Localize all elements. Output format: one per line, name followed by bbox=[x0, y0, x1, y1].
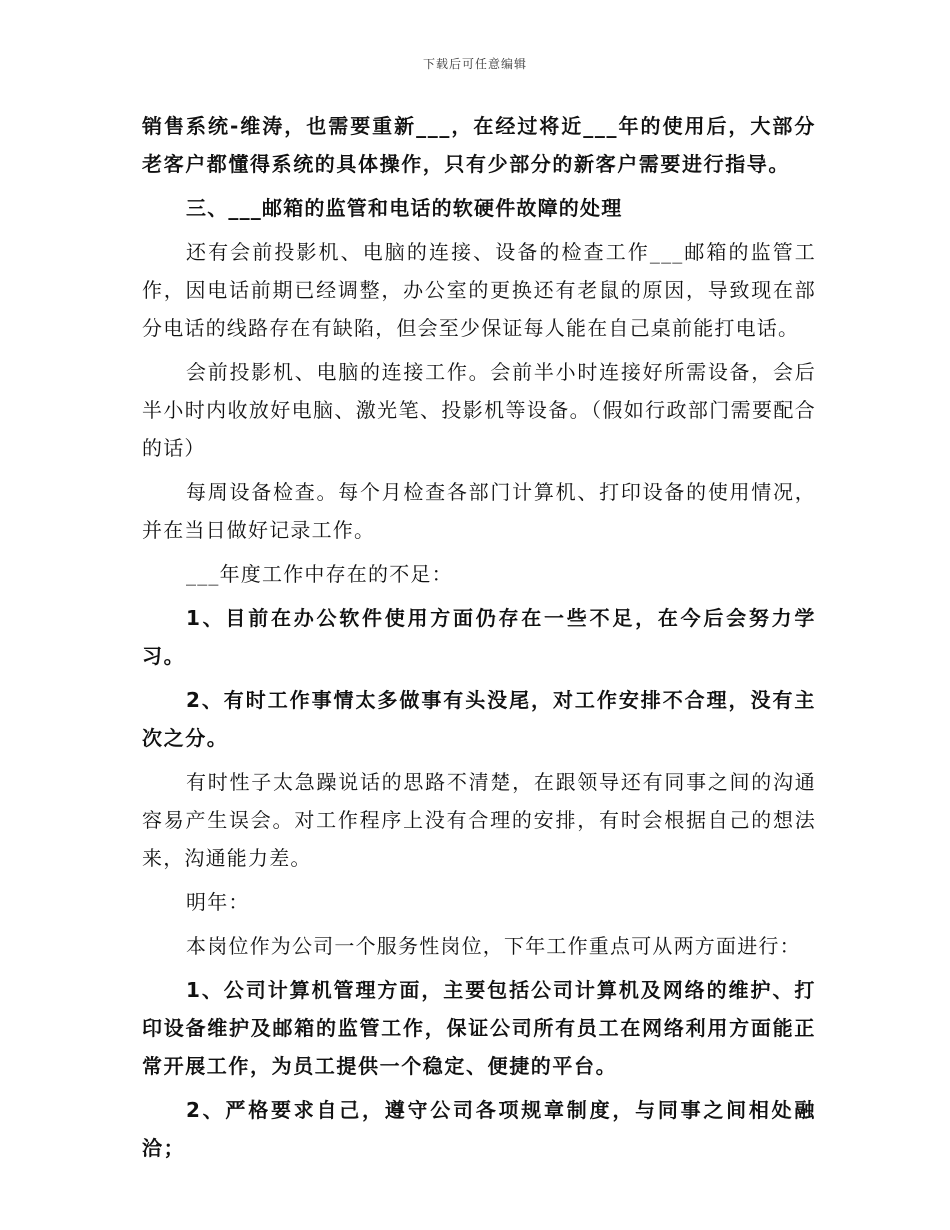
paragraph-weekly-check: 每周设备检查。每个月检查各部门计算机、打印设备的使用情况，并在当日做好记录工作。 bbox=[142, 480, 816, 542]
list-item-shortcoming-2: 2、有时工作事情太多做事有头没尾，对工作安排不合理，没有主次之分。 bbox=[142, 688, 816, 750]
paragraph-shortcomings-title: ___年度工作中存在的不足： bbox=[186, 562, 453, 586]
paragraph-projector: 会前投影机、电脑的连接工作。会前半小时连接好所需设备，会后半小时内收放好电脑、激光笔、投影机等设备。（假如行政部门需要配合的话） bbox=[142, 360, 816, 460]
page-header: 下载后可任意编辑 bbox=[422, 57, 527, 71]
section-heading-mailbox: 三、___邮箱的监管和电话的软硬件故障的处理 bbox=[186, 196, 623, 220]
list-item-plan-2: 2、严格要求自己，遵守公司各项规章制度，与同事之间相处融洽； bbox=[142, 1098, 816, 1160]
list-item-plan-1: 1、公司计算机管理方面，主要包括公司计算机及网络的维护、打印设备维护及邮箱的监管工作，保证公司所有员工在网络利用方面能正常开展工作，为员工提供一个稳定、便捷的平台。 bbox=[142, 978, 816, 1078]
paragraph-sales-system: 销售系统-维涛，也需要重新___，在经过将近___年的使用后，大部分老客户都懂得系统的具体操作，只有少部分的新客户需要进行指导。 bbox=[142, 114, 816, 176]
paragraph-equipment-check: 还有会前投影机、电脑的连接、设备的检查工作___邮箱的监管工作，因电话前期已经调整，办公室的更换还有老鼠的原因，导致现在部分电话的线路存在有缺陷，但会至少保证每人能在自己桌前能打电话。 bbox=[142, 240, 816, 340]
document-body bbox=[142, 107, 816, 1167]
list-item-shortcoming-1: 1、目前在办公软件使用方面仍存在一些不足，在今后会努力学习。 bbox=[142, 606, 816, 668]
paragraph-job-intro: 本岗位作为公司一个服务性岗位，下年工作重点可从两方面进行： bbox=[186, 934, 801, 958]
paragraph-next-year-title: 明年： bbox=[186, 890, 250, 914]
paragraph-communication: 有时性子太急躁说话的思路不清楚，在跟领导还有同事之间的沟通容易产生误会。对工作程序上没有合理的安排，有时会根据自己的想法来，沟通能力差。 bbox=[142, 770, 816, 870]
